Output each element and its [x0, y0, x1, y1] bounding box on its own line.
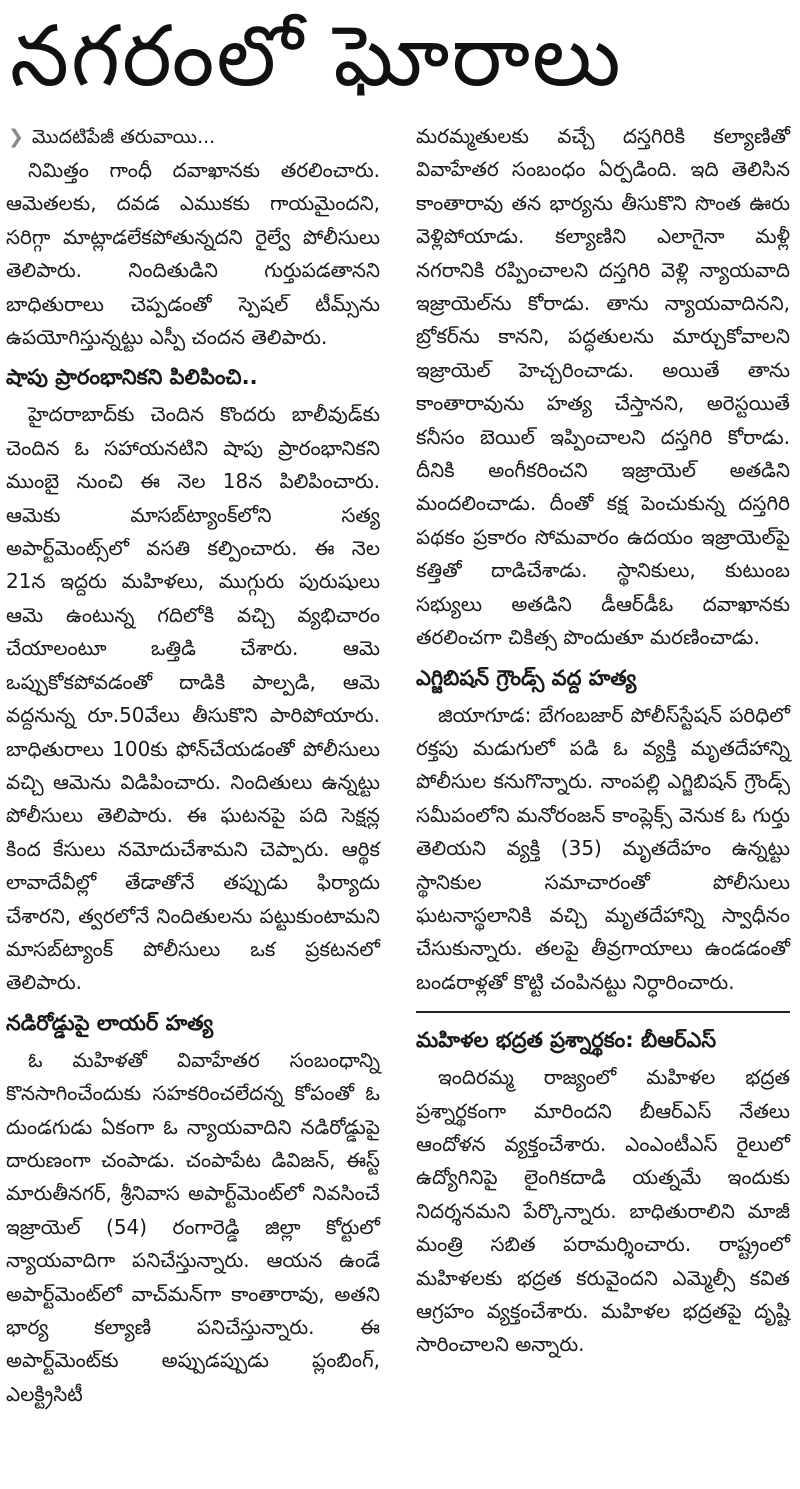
page-headline: నగరంలో ఘోరాలు [10, 7, 623, 105]
section-body: జియాగూడ: బేగంబజార్ పోలీస్‌స్టేషన్ పరిధిలో రక్తపు మడుగులో పడి ఓ వ్యక్తి మృతదేహాన్ని పోలీసుల కనుగొన్నారు. నాంపల్లి ఎగ్జిబిషన్ గ్రౌండ్స్ సమీపంలోని మనోరంజన్ కాంప్లెక్స్ వెనుక ఓ గుర్తు తెలియని వ్యక్తి (35) మృతదేహం ఉన్నట్టు స్థానికుల సమాచారంతో పోలీసులు ఘటనాస్థలానికి వచ్చి మృతదేహాన్ని స్వాధీనం చేసుకున్నారు. తలపై తీవ్రగాయాలు ఉండడంతో బండరాళ్లతో కొట్టి చంపినట్టు నిర్ధారించారు. [416, 702, 790, 994]
right-column [416, 120, 790, 1362]
section-body: ఓ మహిళతో వివాహేతర సంబంధాన్ని కొనసాగించేందుకు సహకరించలేదన్న కోపంతో ఓ దుండగుడు ఏకంగా ఓ న్యాయవాదిని నడిరోడ్డుపై దారుణంగా చంపాడు. చంపాపేట డివిజన్, ఈస్ట్ మారుతీనగర్, శ్రీనివాస అపార్ట్‌మెంట్‌లో నివసించే ఇజ్రాయెల్ (54) రంగారెడ్డి జిల్లా కోర్టులో న్యాయవాదిగా పనిచేస్తున్నారు. ఆయన ఉండే అపార్ట్‌మెంట్‌లో వాచ్‌మన్‌గా కాంతారావు, అతని భార్య కల్యాణి పనిచేస్తున్నారు. ఈ అపార్ట్‌మెంట్‌కు అప్పుడప్పుడు ప్లంబింగ్, ఎలక్ట్రిసిటీ [6, 1047, 380, 1406]
section-body: హైదరాబాద్‌కు చెందిన కొందరు బాలీవుడ్‌కు చెందిన ఓ సహాయనటిని షాపు ప్రారంభానికని ముంబై నుంచి ఈ నెల 18న పిలిపించారు. ఆమెకు మాసబ్‌ట్యాంక్‌లోని సత్య అపార్ట్‌మెంట్స్‌లో వసతి కల్పించారు. ఈ నెల 21న ఇద్దరు మహిళలు, ముగ్గురు పురుషులు ఆమె ఉంటున్న గదిలోకి వచ్చి వ్యభిచారం చేయాలంటూ ఒత్తిడి చేశారు. ఆమె ఒప్పుకోకపోవడంతో దాడికి పాల్పడి, ఆమె వద్దనున్న రూ.50వేలు తీసుకొని పారిపోయారు. బాధితురాలు 100కు ఫోన్‌చేయడంతో పోలీసులు వచ్చి ఆమెను విడిపించారు. నిందితులు ఉన్నట్టు పోలీసులు తెలిపారు. ఈ ఘటనపై పది సెక్షన్ల కింద కేసులు నమోదుచేశామని చెప్పారు. ఆర్థిక లావాదేవీల్లో తేడాతోనే తప్పుడు ఫిర్యాదు చేశారని, త్వరలోనే నిందితులను పట్టుకుంటామని మాసబ్‌ట్యాంక్ పోలీసులు ఒక ప్రకటనలో తెలిపారు. [6, 402, 380, 995]
section-body: ఇందిరమ్మ రాజ్యంలో మహిళల భద్రత ప్రశ్నార్థకంగా మారిందని బీఆర్ఎస్ నేతలు ఆందోళన వ్యక్తంచేశారు. ఎంఎంటీఎస్ రైలులో ఉద్యోగినిపై లైంగికదాడి యత్నమే ఇందుకు నిదర్శనమని పేర్కొన్నారు. బాధితురాలిని మాజీ మంత్రి సబిత పరామర్శించారు. రాష్ట్రంలో మహిళలకు భద్రత కరువైందని ఎమ్మెల్సీ కవిత ఆగ్రహం వ్యక్తంచేశారు. మహిళల భద్రతపై దృష్టి సారించాలని అన్నారు. [416, 1065, 790, 1357]
chevron-right-icon: ❯ [8, 126, 24, 148]
continued-marker [6, 120, 380, 154]
left-column [6, 120, 380, 1411]
article-intro: నిమిత్తం గాంధీ దవాఖానకు తరలించారు. ఆమెతలకు, దవడ ఎముకకు గాయమైందని, సరిగ్గా మాట్లాడలేకపోతున్నదని రైల్వే పోలీసులు తెలిపారు. నిందితుడిని గుర్తుపడతానని బాధితురాలు చెప్పడంతో స్పెషల్ టీమ్స్‌ను ఉపయోగిస్తున్నట్టు ఎస్పీ చందన తెలిపారు. [6, 158, 380, 350]
section-heading: మహిళల భద్రత ప్రశ్నార్థకం: బీఆర్ఎస్ [416, 1011, 790, 1057]
continued-label: మొదటిపేజీ తరువాయి... [31, 126, 216, 148]
article-continuation: మరమ్మతులకు వచ్చే దస్తగిరికి కల్యాణితో వివాహేతర సంబంధం ఏర్పడింది. ఇది తెలిసిన కాంతారావు తన భార్యను తీసుకొని సొంత ఊరు వెళ్లిపోయాడు. కల్యాణిని ఎలాగైనా మళ్లీ నగరానికి రప్పించాలని దస్తగిరి వెళ్లి న్యాయవాది ఇజ్రాయెల్‌ను కోరాడు. తాను న్యాయవాదినని, బ్రోకర్‌ను కానని, పద్ధతులను మార్చుకోవాలని ఇజ్రాయెల్ హెచ్చరించాడు. అయితే తాను కాంతారావును హత్య చేస్తానని, అరెస్టయితే కనీసం బెయిల్ ఇప్పించాలని దస్తగిరి కోరాడు. దీనికి అంగీకరించని ఇజ్రాయెల్ అతడిని మందలించాడు. దీంతో కక్ష పెంచుకున్న దస్తగిరి పథకం ప్రకారం సోమవారం ఉదయం ఇజ్రాయెల్‌పై కత్తితో దాడిచేశాడు. స్థానికులు, కుటుంబ సభ్యులు అతడిని డీఆర్‌డీఓ దవాఖానకు తరలించగా చికిత్స పొందుతూ మరణించాడు. [416, 124, 790, 650]
section-heading: ఎగ్జిబిషన్ గ్రౌండ్స్ వద్ద హత్య [416, 665, 637, 690]
section-heading: నడిరోడ్డుపై లాయర్ హత్య [6, 1010, 214, 1035]
section-heading: షాపు ప్రారంభానికని పిలిపించి.. [6, 365, 258, 390]
